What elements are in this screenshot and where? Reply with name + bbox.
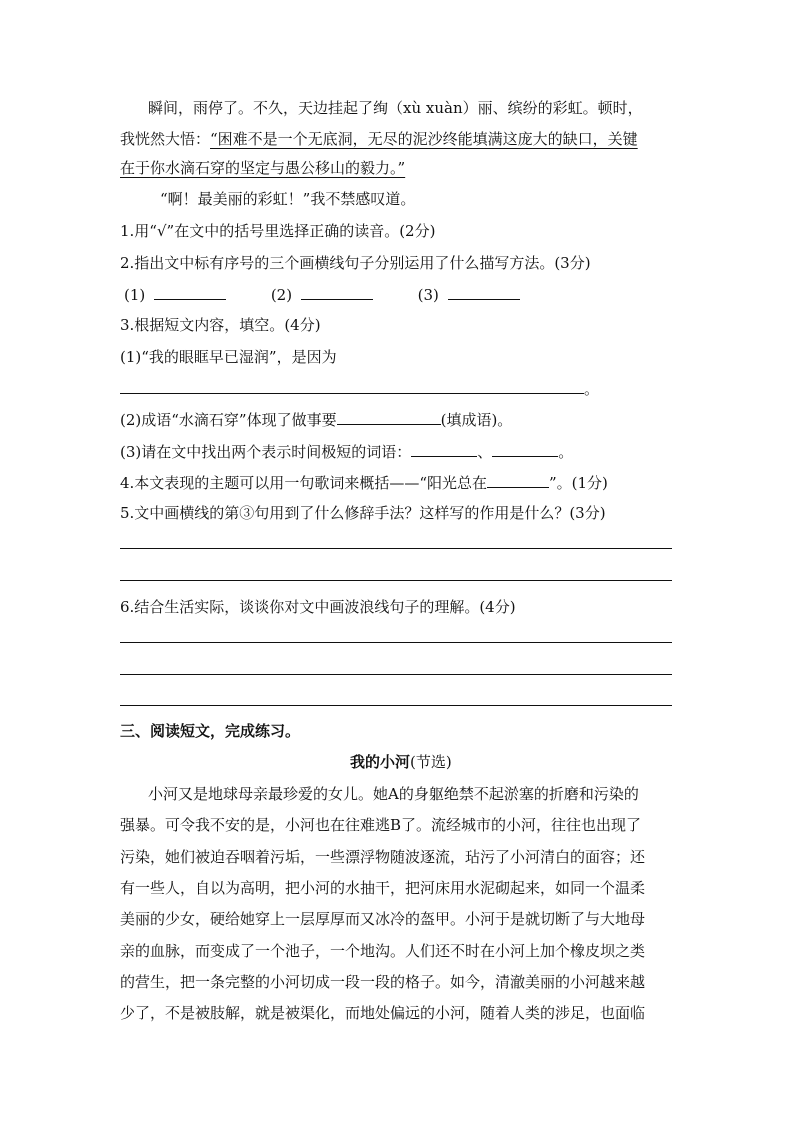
q2-blank-1-label: (1) [124,286,146,304]
question-2-answers [124,283,520,306]
passage-line-2 [120,128,638,150]
question-1: 1.用“√”在文中的括号里选择正确的读音。(2分) [120,222,436,240]
article-title-note: (节选) [410,753,452,771]
q3-1-end-mark: 。 [584,380,600,398]
q5-answer-line-2[interactable] [120,580,672,581]
question-3-3 [120,440,573,463]
question-6: 6.结合生活实际，谈谈你对文中画波浪线句子的理解。(4分) [120,598,516,616]
q3-3-prefix: (3)请在文中找出两个表示时间极短的词语： [120,443,412,461]
question-4 [120,471,608,494]
q4-prefix: 4.本文表现的主题可以用一句歌词来概括——“阳光总在 [120,474,487,492]
article-line-2: 强暴。可令我不安的是，小河也在往难逃B了。流经城市的小河，往往也出现了 [120,816,642,834]
q3-2-prefix: (2)成语“水滴石穿”体现了做事要 [120,411,337,429]
q3-3-answer-blank-1[interactable] [411,440,477,457]
article-line-4: 有一些人，自以为高明，把小河的水抽干，把河床用水泥砌起来，如同一个温柔 [120,879,646,897]
article-line-5: 美丽的少女，硬给她穿上一层厚厚而又冰冷的盔甲。小河于是就切断了与大地母 [120,910,646,928]
question-2: 2.指出文中标有序号的三个画横线句子分别运用了什么描写方法。(3分) [120,254,591,272]
q2-answer-blank-2[interactable] [301,283,373,300]
passage-line-4: “啊！最美丽的彩虹！”我不禁感叹道。 [160,190,416,208]
q2-answer-blank-3[interactable] [448,283,520,300]
question-3-1-answer-line [120,377,599,400]
q3-3-separator: 、 [477,443,493,461]
q6-answer-line-1[interactable] [120,642,672,643]
article-line-3: 污染，她们被迫吞咽着污垢，一些漂浮物随波逐流，玷污了小河清白的面容；还 [120,848,646,866]
wavy-underlined-sentence-part-2: 在于你水滴石穿的坚定与愚公移山的毅力。” [120,159,406,177]
q2-answer-blank-1[interactable] [154,283,226,300]
q3-1-answer-blank[interactable] [120,377,584,394]
section-3-heading: 三、阅读短文，完成练习。 [120,722,301,740]
question-5: 5.文中画横线的第③句用到了什么修辞手法？这样写的作用是什么？(3分) [120,504,606,522]
question-3: 3.根据短文内容，填空。(4分) [120,316,321,334]
article-line-1: 小河又是地球母亲最珍爱的女儿。她A的身躯绝禁不起淤塞的折磨和污染的 [148,785,639,803]
passage-line-1: 瞬间，雨停了。不久，天边挂起了绚（xù xuàn）丽、缤纷的彩虹。顿时， [148,99,643,117]
passage-line-2-prefix: 我恍然大悟： [120,130,211,148]
q4-suffix: ”。(1分) [548,474,608,492]
wavy-underlined-sentence-part-1: “困难不是一个无底洞，无尽的泥沙终能填满这庞大的缺口，关键 [210,130,638,148]
article-line-7: 的营生，把一条完整的小河切成一段一段的格子。如今，清澈美丽的小河越来越 [120,973,646,991]
article-line-8: 少了，不是被肢解，就是被渠化，而地处偏远的小河，随着人类的涉足，也面临 [120,1004,646,1022]
q4-answer-blank[interactable] [487,471,549,488]
q3-2-suffix: (填成语)。 [440,411,513,429]
q2-blank-2-label: (2) [270,286,293,304]
q3-2-answer-blank[interactable] [337,408,441,425]
q5-answer-line-1[interactable] [120,548,672,549]
article-title [350,751,452,773]
article-line-6: 亲的血脉，而变成了一个池子，一个地沟。人们还不时在小河上加个橡皮坝之类 [120,942,646,960]
q3-3-answer-blank-2[interactable] [492,440,558,457]
question-3-1: (1)“我的眼眶早已湿润”，是因为 [120,348,337,366]
question-3-2 [120,408,512,431]
q2-blank-3-label: (3) [417,286,439,304]
q3-3-end-mark: 。 [558,443,574,461]
q6-answer-line-2[interactable] [120,674,672,675]
q6-answer-line-3[interactable] [120,705,672,706]
article-title-main: 我的小河 [350,753,411,771]
